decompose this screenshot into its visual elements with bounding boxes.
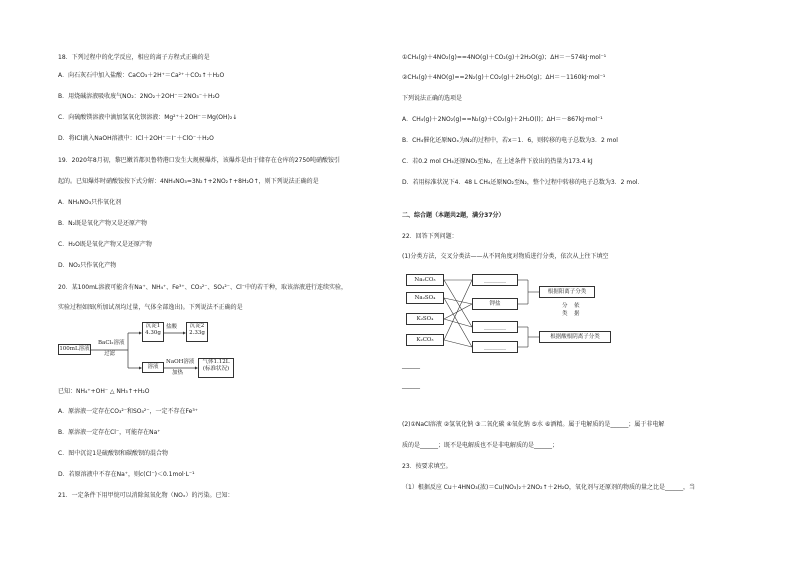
q22-stem: 22．回答下列问题：: [402, 233, 458, 240]
category-blank-box-1[interactable]: [472, 274, 518, 286]
q23-stem: 23．按要求填空。: [402, 463, 452, 470]
q21-prompt: 下列说法正确的选项是: [402, 95, 463, 102]
salt-label: Na₂SO₄: [414, 295, 436, 301]
flow-ppt1-name: 沉淀1: [145, 323, 161, 329]
anion-label: 根据酸根阴离子分类: [550, 334, 600, 340]
q21-stem: 21．一定条件下用甲烷可以消除氮氧化物（NOₓ）的污染。已知：: [58, 492, 234, 499]
flow-ppt2-mass: 2.33g: [189, 330, 205, 336]
flow-ppt1-mass: 4.30g: [145, 330, 161, 336]
salt-label: Na₂CO₃: [414, 277, 436, 283]
q19-option-c: C．H₂O既是氧化产物又是还原产物: [58, 241, 152, 248]
salt-label: K₂CO₃: [416, 337, 434, 343]
category-blank-box-2[interactable]: [472, 321, 518, 333]
salt-box-k2so4: [406, 313, 444, 325]
blank-label: ________: [484, 344, 506, 350]
cation-label: 根据阳离子分类: [547, 289, 587, 295]
q22-answer-line-1[interactable]: ______: [402, 362, 420, 369]
q18-stem: 18．下列过程中的化学反应，相应的离子方程式正确的是: [58, 54, 210, 61]
basis-char-3: 依: [574, 303, 580, 309]
flow-step2-reagent: 盐酸: [166, 324, 178, 330]
q18-option-a: A．向石灰石中加入盐酸：CaCO₃＋2H⁺＝Ca²⁺＋CO₂↑＋H₂O: [58, 72, 225, 79]
flow-ppt2-box: [186, 322, 208, 342]
cation-classification-box: [539, 286, 595, 298]
q18-option-d: D．将ICl滴入NaOH溶液中：ICl＋2OH⁻＝I⁻＋ClO⁻＋H₂O: [58, 135, 214, 142]
q21-option-d: D．若用标准状况下4．48 L CH₄还原NO₂至N₂，整个过程中转移的电子总数为3．2 mol．: [402, 179, 644, 186]
q22-classification-diagram: [406, 270, 636, 356]
flow-gas-box: [198, 358, 234, 378]
q20-known: 已知：NH₄⁺+OH⁻ △ NH₃↑+H₂O: [58, 388, 150, 395]
flow-step1-reagent: BaCl₂溶液: [98, 340, 125, 346]
q20-stem-line1: 20．某100mL溶液可能含有Na⁺、NH₄⁺、Fe³⁺、CO₃²⁻、SO₄²⁻、Cl⁻中的若干种，取该溶液进行连续实验，: [58, 284, 347, 291]
section-2-heading: 二、综合题（本题共2题，满分37分）: [402, 212, 505, 219]
flow-ppt1-box: [142, 322, 164, 342]
q22-part2-line1: (2)①NaCl溶液 ②氢氧化钠 ③二氧化碳 ④氧化钠 ⑤水 ⑥酒精。属于电解质的是______；属于非电解: [402, 421, 665, 428]
salt-box-na2co3: [406, 274, 444, 286]
q19-option-d: D．NO₂只作氧化产物: [58, 262, 117, 269]
flow-step1-op: 过滤: [104, 351, 116, 357]
q22-part2-line2: 质的是______；既不是电解质也不是非电解质的是______；: [402, 442, 559, 449]
salt-box-k2co3: [406, 334, 444, 346]
blank-label: ________: [484, 277, 506, 283]
q20-stem-line2: 实验过程如图(所加试剂均过量，气体全部逸出)。下列说法不正确的是: [58, 304, 243, 311]
q19-stem-line2: 起的。已知爆炸时硝酸铵按下式分解：4NH₄NO₃=3N₂↑+2NO₂↑+8H₂O↑，则下列说法正确的是: [58, 178, 319, 185]
q18-option-c: C．向硫酸镁溶液中滴加氢氧化钡溶液：Mg²⁺＋2OH⁻＝Mg(OH)₂↓: [58, 114, 238, 121]
basis-char-4: 据: [574, 311, 580, 317]
q22-answer-line-2[interactable]: ______: [402, 382, 420, 389]
salt-label: K₂SO₄: [416, 316, 434, 322]
q21-option-a: A．CH₄(g)＋2NO₂(g)==N₂(g)＋CO₂(g)＋2H₂O(l)；ΔH＝－867kJ·mol⁻¹: [402, 116, 603, 123]
q22-part1: (1)分类方法，交叉分类法——从不同角度对物质进行分类，依次从上往下填空: [402, 253, 609, 260]
q21-option-b: B．CH₄催化还原NOₓ为N₂的过程中，若x＝1．6，则转移的电子总数为3．2 mol: [402, 137, 618, 144]
q21-equation-2: ②CH₄(g)＋4NO(g)==2N₂(g)＋CO₂(g)＋2H₂O(g)；ΔH＝－1160kJ·mol⁻¹: [402, 74, 606, 81]
flow-gas-condition: (标准状况): [202, 366, 230, 372]
q19-stem-line1: 19．2020年8月初，黎巴嫩首都贝鲁特港口发生大规模爆炸，该爆炸是由于储存在仓库的2750吨硝酸铵引: [58, 157, 340, 164]
flow-start-label: 100mL溶液: [59, 346, 90, 352]
q21-option-c: C．若0.2 mol CH₄还原NO₂至N₂，在上述条件下放出的热量为173.4 kJ: [402, 158, 593, 165]
flow-filtrate-label: 溶液: [147, 364, 159, 370]
flow-gas-volume: 气体1.12L: [202, 359, 230, 365]
salt-box-na2so4: [406, 292, 444, 304]
flow-step3-reagent: NaOH溶液: [166, 359, 195, 365]
q20-option-d: D．若原溶液中不存在Na⁺，则c(Cl⁻)＜0.1mol·L⁻¹: [58, 471, 195, 478]
q20-option-a: A．原溶液一定存在CO₃²⁻和SO₄²⁻，一定不存在Fe³⁺: [58, 408, 198, 415]
q20-option-b: B．原溶液一定存在Cl⁻，可能存在Na⁺: [58, 429, 161, 436]
q21-equation-1: ①CH₄(g)＋4NO₂(g)==4NO(g)＋CO₂(g)＋2H₂O(g)；ΔH＝－574kJ·mol⁻¹: [402, 54, 607, 61]
flow-start-box: [58, 344, 91, 355]
category-label: 钾盐: [489, 301, 501, 307]
q19-option-a: A．NH₄NO₃只作氧化剂: [58, 199, 122, 206]
basis-char-2: 类: [562, 311, 568, 317]
q23-part1: （1）根据反应 Cu＋4HNO₃(浓)＝Cu(NO₃)₂＋2NO₂↑＋2H₂O，氧化剂与还原剂的物质的量之比是______，当: [402, 484, 695, 491]
basis-char-1: 分: [562, 303, 568, 309]
category-box-potassium-salt: [472, 298, 518, 310]
blank-label: ________: [484, 324, 506, 330]
q20-flow-diagram: [58, 318, 258, 384]
anion-classification-box: [539, 331, 611, 343]
category-blank-box-3[interactable]: [472, 341, 518, 353]
flow-filtrate-box: [142, 362, 164, 373]
q19-option-b: B．N₂既是氧化产物又是还原产物: [58, 220, 148, 227]
q18-option-b: B．用烧碱溶液吸收废气NO₂：2NO₂＋2OH⁻＝2NO₃⁻＋H₂O: [58, 93, 220, 100]
q20-option-c: C．图中沉淀1是硫酸钡和碳酸钡的混合物: [58, 450, 169, 457]
flow-ppt2-name: 沉淀2: [189, 323, 205, 329]
flow-step3-op: 加热: [172, 370, 184, 376]
